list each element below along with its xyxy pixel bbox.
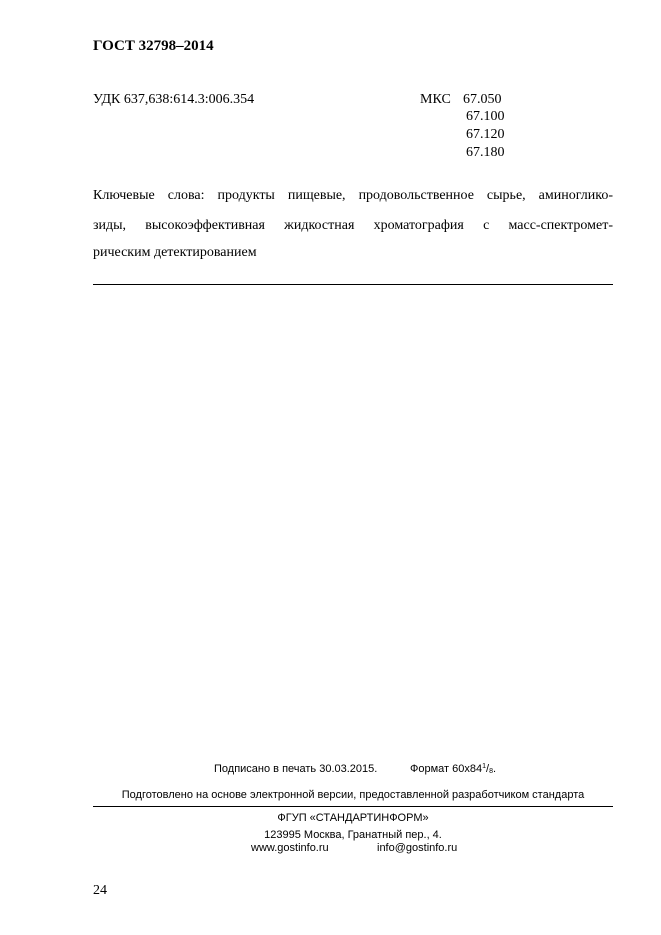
keywords-line: зиды, высокоэффективная жидкостная хроматография с масс-спектромет- [93, 218, 613, 233]
prepared-note: Подготовлено на основе электронной версии, предоставленной разработчиком стандарта [121, 789, 585, 801]
divider [93, 284, 613, 285]
mks-code: 67.120 [466, 127, 505, 142]
mks-label: МКС [420, 92, 451, 107]
mks-code: 67.100 [466, 109, 505, 124]
signed-for-print: Подписано в печать 30.03.2015. [214, 763, 378, 775]
email-link[interactable]: info@gostinfo.ru [377, 842, 458, 854]
format-suffix: . [492, 763, 497, 775]
format-denominator: 8 [489, 768, 493, 775]
divider [93, 806, 613, 807]
paper-format: Формат $60x84^1/_8$. [410, 763, 497, 775]
publisher-name: ФГУП «СТАНДАРТИНФОРМ» [277, 812, 429, 824]
mks-code: 67.180 [466, 145, 505, 160]
page-number: 24 [93, 883, 107, 898]
keywords-line: рическим детектированием [93, 245, 257, 260]
document-code: ГОСТ 32798–2014 [93, 38, 214, 54]
format-numerator: 1 [482, 763, 487, 770]
website-link[interactable]: www.gostinfo.ru [251, 842, 329, 854]
mks-code: 67.050 [463, 92, 502, 107]
keywords-line: Ключевые слова: продукты пищевые, продовольственное сырье, аминоглико- [93, 188, 613, 203]
udk-code: УДК 637,638:614.3:006.354 [93, 92, 255, 107]
publisher-address: 123995 Москва, Гранатный пер., 4. [264, 829, 442, 841]
format-prefix: Формат 60x84 [410, 763, 483, 775]
